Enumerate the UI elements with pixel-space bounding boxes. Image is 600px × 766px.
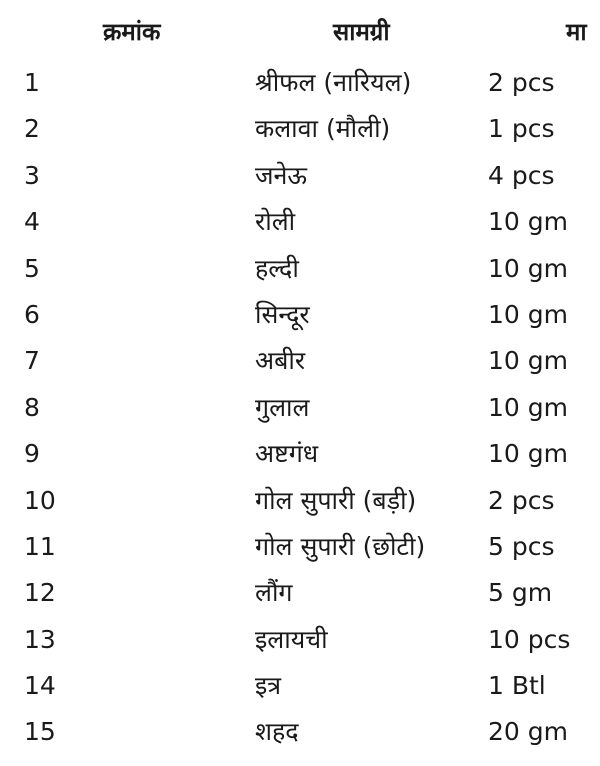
row-item: जनेऊ <box>255 160 308 190</box>
table-row <box>0 106 600 152</box>
table-row <box>0 663 600 709</box>
table-header-row <box>0 14 600 50</box>
row-quantity: 10 gm <box>488 299 568 329</box>
row-quantity: 10 gm <box>488 253 568 283</box>
row-quantity: 5 pcs <box>488 531 555 561</box>
row-item: अष्टगंध <box>255 439 319 469</box>
row-item: इत्र <box>255 671 282 701</box>
row-item: कलावा (मौली) <box>255 114 391 144</box>
row-number: 3 <box>24 160 40 190</box>
table-row <box>0 246 600 292</box>
header-item: सामग्री <box>333 18 390 46</box>
row-quantity: 2 pcs <box>488 68 555 97</box>
row-number: 4 <box>24 207 40 237</box>
row-quantity: 4 pcs <box>488 160 555 190</box>
table-row <box>0 709 600 755</box>
row-quantity: 5 gm <box>488 578 553 608</box>
row-number: 5 <box>24 253 40 283</box>
row-quantity: 10 gm <box>488 392 568 422</box>
row-number: 1 <box>24 68 40 97</box>
row-number: 6 <box>24 299 40 329</box>
row-item: सिन्दूर <box>255 299 310 329</box>
table-row <box>0 199 600 245</box>
row-number: 14 <box>24 671 56 701</box>
row-quantity: 1 pcs <box>488 114 555 144</box>
row-item: हल्दी <box>255 253 299 283</box>
row-number: 12 <box>24 578 56 608</box>
table-row <box>0 153 600 199</box>
row-quantity: 10 pcs <box>488 624 571 654</box>
table-row <box>0 478 600 524</box>
row-quantity: 2 pcs <box>488 485 555 515</box>
table-row <box>0 60 600 106</box>
table-row <box>0 570 600 616</box>
row-quantity: 10 gm <box>488 346 568 376</box>
row-item: गोल सुपारी (बड़ी) <box>255 485 417 515</box>
row-number: 10 <box>24 485 56 515</box>
table-row <box>0 524 600 570</box>
row-item: रोली <box>255 207 296 237</box>
row-number: 2 <box>24 114 40 144</box>
row-item: गोल सुपारी (छोटी) <box>255 531 426 561</box>
table-body <box>0 60 600 756</box>
row-number: 13 <box>24 624 56 654</box>
table-row <box>0 617 600 663</box>
row-item: इलायची <box>255 624 328 654</box>
row-number: 9 <box>24 439 40 469</box>
table-row <box>0 431 600 477</box>
row-number: 8 <box>24 392 40 422</box>
row-item: अबीर <box>255 346 306 376</box>
row-number: 11 <box>24 531 56 561</box>
row-item: शहद <box>255 717 299 747</box>
header-quantity: मा <box>566 18 587 46</box>
header-serial: क्रमांक <box>103 18 161 46</box>
row-quantity: 20 gm <box>488 717 568 747</box>
row-number: 15 <box>24 717 56 747</box>
row-item: गुलाल <box>255 392 310 422</box>
row-item: श्रीफल (नारियल) <box>255 68 412 97</box>
table-row <box>0 338 600 384</box>
row-quantity: 1 Btl <box>488 671 546 701</box>
row-item: लौंग <box>255 578 293 608</box>
table-row <box>0 292 600 338</box>
row-quantity: 10 gm <box>488 439 568 469</box>
row-number: 7 <box>24 346 40 376</box>
row-quantity: 10 gm <box>488 207 568 237</box>
table-row <box>0 385 600 431</box>
